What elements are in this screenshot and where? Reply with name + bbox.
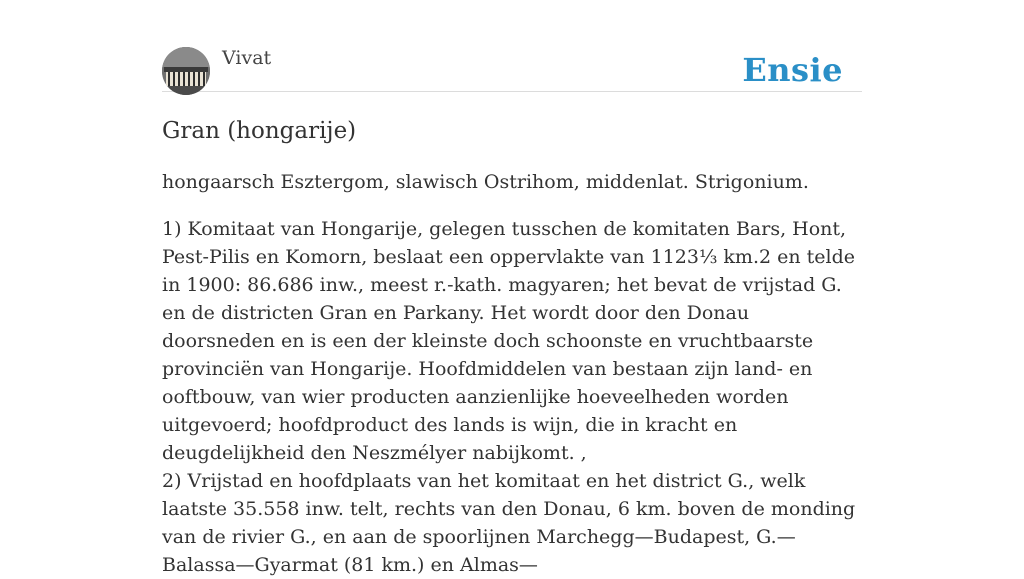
article-paragraph-2: 2) Vrijstad en hoofdplaats van het komitaat en het district G., welk laatste 35.558 inw. telt, rechts van den Donau, 6 km. boven de monding van de rivier G., en aan de spoorlijnen Marchegg—Budapest, G.—Balassa—Gyarmat (81 km.) en Almas— <box>162 470 856 576</box>
avatar[interactable] <box>162 47 210 95</box>
avatar-photo-icon <box>162 47 210 95</box>
page-title: Gran (hongarije) <box>162 118 357 144</box>
article-body <box>162 168 862 579</box>
article-page <box>162 0 862 576</box>
brand-logo[interactable]: Ensie <box>742 51 843 89</box>
article-paragraph-1: 1) Komitaat van Hongarije, gelegen tusschen de komitaten Bars, Hont, Pest-Pilis en Komorn, beslaat een oppervlakte van 1123⅓ km.2 en telde in 1900: 86.686 inw., meest r.-kath. magyaren; het bevat de vrijstad G. en de districten Gran en Parkany. Het wordt door den Donau doorsneden en is een der kleinste doch schoonste en vruchtbaarste provinciën van Hongarije. Hoofdmiddelen van bestaan zijn land- en ooftbouw, van wier producten aanzienlijke hoeveelheden worden uitgevoerd; hoofdproduct des lands is wijn, die in kracht en deugdelijkheid den Neszmélyer nabijkomt. , <box>162 218 855 464</box>
header <box>162 0 862 92</box>
author-name[interactable]: Vivat <box>222 47 272 69</box>
article-intro: hongaarsch Esztergom, slawisch Ostrihom, middenlat. Strigonium. <box>162 171 809 193</box>
